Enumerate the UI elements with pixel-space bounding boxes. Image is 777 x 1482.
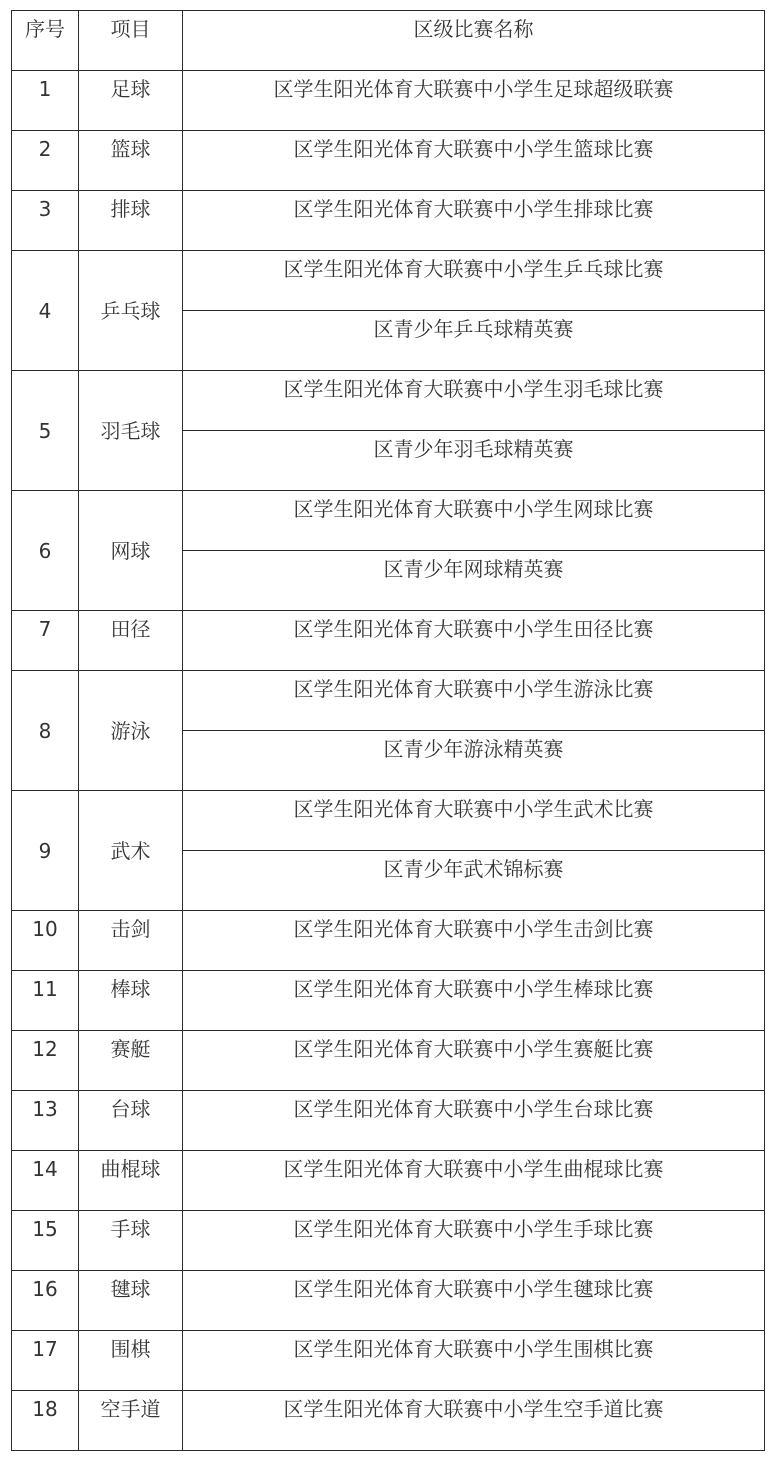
row-number: 6: [12, 491, 79, 611]
row-project: 围棋: [79, 1331, 183, 1391]
competition-table: [11, 10, 765, 1451]
row-number: 1: [12, 71, 79, 131]
competition-name: 区青少年武术锦标赛: [183, 851, 765, 911]
row-number: 14: [12, 1151, 79, 1211]
row-project: 羽毛球: [79, 371, 183, 491]
table-row: [12, 1271, 765, 1331]
table-body: [12, 71, 765, 1451]
row-project: 手球: [79, 1211, 183, 1271]
competition-name: 区学生阳光体育大联赛中小学生羽毛球比赛: [183, 371, 765, 431]
competition-name: 区学生阳光体育大联赛中小学生手球比赛: [183, 1211, 765, 1271]
table-row: [12, 1391, 765, 1451]
row-number: 12: [12, 1031, 79, 1091]
header-name: 区级比赛名称: [183, 11, 765, 71]
table-row: [12, 251, 765, 311]
row-project: 游泳: [79, 671, 183, 791]
header-row: [12, 11, 765, 71]
competition-name: 区学生阳光体育大联赛中小学生篮球比赛: [183, 131, 765, 191]
competition-name: 区学生阳光体育大联赛中小学生游泳比赛: [183, 671, 765, 731]
competition-name: 区学生阳光体育大联赛中小学生田径比赛: [183, 611, 765, 671]
row-number: 18: [12, 1391, 79, 1451]
competition-name: 区学生阳光体育大联赛中小学生棒球比赛: [183, 971, 765, 1031]
competition-name: 区学生阳光体育大联赛中小学生曲棍球比赛: [183, 1151, 765, 1211]
table-row: [12, 971, 765, 1031]
row-project: 武术: [79, 791, 183, 911]
table-row: [12, 671, 765, 731]
row-project: 台球: [79, 1091, 183, 1151]
table-row: [12, 131, 765, 191]
row-number: 16: [12, 1271, 79, 1331]
row-project: 篮球: [79, 131, 183, 191]
row-number: 8: [12, 671, 79, 791]
table-row: [12, 1151, 765, 1211]
row-number: 3: [12, 191, 79, 251]
row-project: 足球: [79, 71, 183, 131]
row-number: 2: [12, 131, 79, 191]
competition-name: 区学生阳光体育大联赛中小学生乒乓球比赛: [183, 251, 765, 311]
table-row: [12, 1211, 765, 1271]
table-row: [12, 191, 765, 251]
competition-name: 区青少年游泳精英赛: [183, 731, 765, 791]
row-number: 4: [12, 251, 79, 371]
competition-name: 区青少年乒乓球精英赛: [183, 311, 765, 371]
row-number: 11: [12, 971, 79, 1031]
row-project: 排球: [79, 191, 183, 251]
table-row: [12, 371, 765, 431]
row-project: 赛艇: [79, 1031, 183, 1091]
row-project: 乒乓球: [79, 251, 183, 371]
competition-name: 区学生阳光体育大联赛中小学生赛艇比赛: [183, 1031, 765, 1091]
competition-name: 区学生阳光体育大联赛中小学生足球超级联赛: [183, 71, 765, 131]
competition-name: 区青少年羽毛球精英赛: [183, 431, 765, 491]
row-project: 空手道: [79, 1391, 183, 1451]
competition-name: 区学生阳光体育大联赛中小学生击剑比赛: [183, 911, 765, 971]
row-project: 棒球: [79, 971, 183, 1031]
row-number: 9: [12, 791, 79, 911]
table-row: [12, 1091, 765, 1151]
table-row: [12, 1031, 765, 1091]
competition-name: 区学生阳光体育大联赛中小学生台球比赛: [183, 1091, 765, 1151]
row-number: 5: [12, 371, 79, 491]
row-project: 毽球: [79, 1271, 183, 1331]
row-project: 击剑: [79, 911, 183, 971]
row-number: 17: [12, 1331, 79, 1391]
header-project: 项目: [79, 11, 183, 71]
competition-name: 区学生阳光体育大联赛中小学生网球比赛: [183, 491, 765, 551]
row-project: 网球: [79, 491, 183, 611]
table-row: [12, 611, 765, 671]
table-row: [12, 791, 765, 851]
competition-name: 区学生阳光体育大联赛中小学生毽球比赛: [183, 1271, 765, 1331]
row-project: 田径: [79, 611, 183, 671]
competition-name: 区学生阳光体育大联赛中小学生武术比赛: [183, 791, 765, 851]
row-number: 15: [12, 1211, 79, 1271]
table-row: [12, 1331, 765, 1391]
table-row: [12, 491, 765, 551]
table-row: [12, 911, 765, 971]
row-number: 10: [12, 911, 79, 971]
competition-name: 区学生阳光体育大联赛中小学生围棋比赛: [183, 1331, 765, 1391]
row-project: 曲棍球: [79, 1151, 183, 1211]
competition-name: 区学生阳光体育大联赛中小学生空手道比赛: [183, 1391, 765, 1451]
row-number: 7: [12, 611, 79, 671]
table-row: [12, 71, 765, 131]
row-number: 13: [12, 1091, 79, 1151]
competition-name: 区青少年网球精英赛: [183, 551, 765, 611]
competition-name: 区学生阳光体育大联赛中小学生排球比赛: [183, 191, 765, 251]
header-number: 序号: [12, 11, 79, 71]
